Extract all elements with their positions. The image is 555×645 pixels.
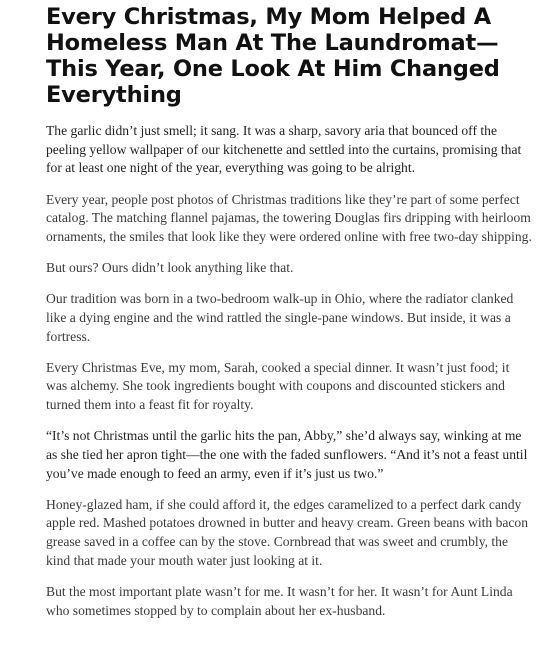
quote-part-3: “And it’s not a feast until you’ve made enough to feed an army, even if it’s just us two.” (46, 446, 528, 481)
paragraph-christmas-eve: Every Christmas Eve, my mom, Sarah, cooked a special dinner. It wasn’t just food; it was alchemy. She took ingredients bought with coupons and discounted stickers and turned them into a feast fit for royalty. (46, 359, 510, 412)
paragraph-important-plate: But the most important plate wasn’t for me. It wasn’t for her. It wasn’t for Aunt Linda who sometimes stopped by to complain about her ex-husband. (46, 583, 513, 618)
paragraph-quote (46, 427, 533, 483)
quote-part-2: she’d always say, winking at me as she tied her apron tight—the one with the faded sunflowers. (46, 428, 522, 462)
paragraph-ohio: Our tradition was born in a two-bedroom walk-up in Ohio, where the radiator clanked like a dying engine and the wind rattled the single-pane windows. But inside, it was a fortress. (46, 291, 514, 344)
article-title: Every Christmas, My Mom Helped A Homeless Man At The Laundromat—This Year, One Look At Him Changed Everything (46, 4, 500, 108)
paragraph-garlic: The garlic didn’t just smell; it sang. It was a sharp, savory aria that bounced off the peeling yellow wallpaper of our kitchenette and settled into the curtains, promising that for at least one night of the year, everything was going to be alright. (46, 123, 522, 176)
paragraph-food: Honey-glazed ham, if she could afford it, the edges caramelized to a perfect dark candy apple red. Mashed potatoes drowned in butter and heavy cream. Green beans with bacon grease saved in a coffee can by the stove. Cornbread that was sweet and crumbly, the kind that made your mouth water just looking at it. (46, 496, 529, 568)
paragraph-ours: But ours? Ours didn’t look anything like that. (46, 260, 294, 275)
quote-part-1: “It’s not Christmas until the garlic hits the pan, Abby,” (46, 428, 343, 444)
paragraph-traditions: Every year, people post photos of Christmas traditions like they’re part of some perfect catalog. The matching flannel pajamas, the towering Douglas firs dripping with heirloom ornaments, the smiles that look like they were ordered online with free two-day shipping. (46, 191, 532, 244)
